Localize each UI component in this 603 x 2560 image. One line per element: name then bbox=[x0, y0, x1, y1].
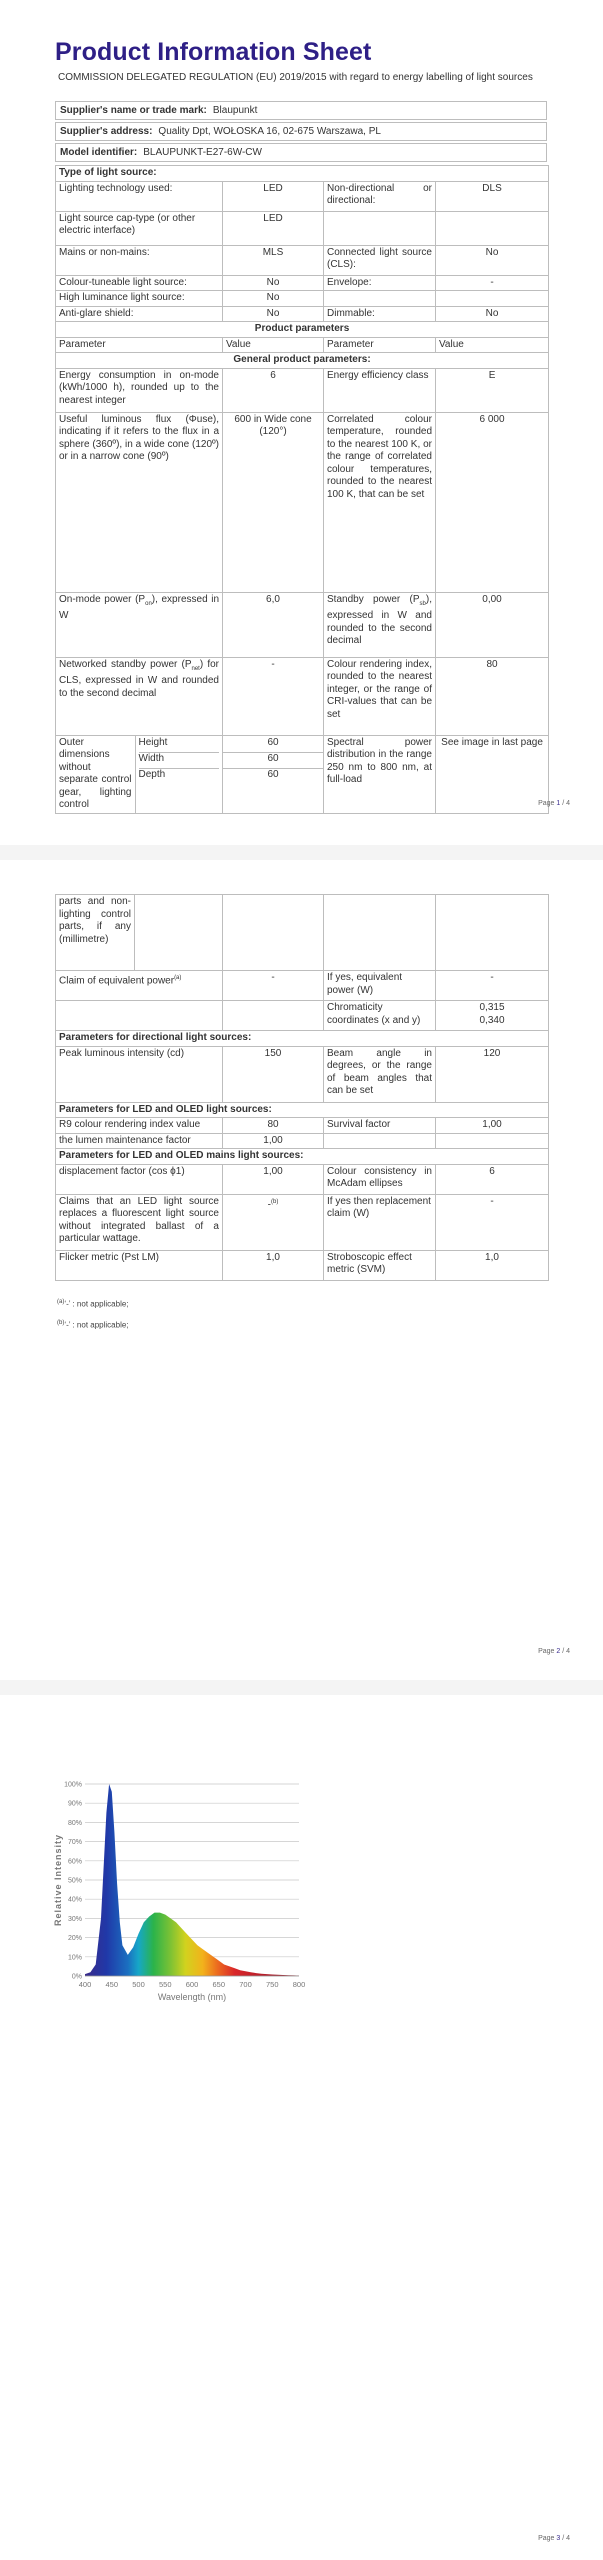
directional-label: Non-directional or directional: bbox=[324, 181, 436, 211]
y-tick-label: 20% bbox=[67, 1935, 82, 1943]
colour-tuneable-label: Colour-tuneable light source: bbox=[56, 275, 223, 291]
high-luminance-label: High luminance light source: bbox=[56, 291, 223, 307]
general-parameters-header: General product parameters: bbox=[56, 353, 549, 369]
cls-label: Connected light source (CLS): bbox=[324, 245, 436, 275]
displacement-label: displacement factor (cos ϕ1) bbox=[56, 1164, 223, 1194]
col-header-value-2: Value bbox=[436, 337, 549, 353]
y-axis-label: Relative Intensity bbox=[53, 1833, 63, 1927]
replacement-claim-label: If yes then replacement claim (W) bbox=[324, 1194, 436, 1250]
r9-value: 80 bbox=[223, 1118, 324, 1134]
cri-value: 80 bbox=[436, 657, 549, 735]
cct-value: 6 000 bbox=[436, 412, 549, 592]
equivalent-power-value: - bbox=[436, 971, 549, 1001]
fluorescent-claim-value: -$^{(b)}$ bbox=[223, 1194, 324, 1250]
beam-angle-value: 120 bbox=[436, 1046, 549, 1102]
dimmable-label: Dimmable: bbox=[324, 306, 436, 322]
standby-power-label: Standby power $(P_{sb})$, expressed in W and rounded to the second decimal bbox=[324, 592, 436, 657]
model-row bbox=[55, 143, 547, 162]
product-parameters-header: Product parameters bbox=[56, 322, 549, 338]
model-label: Model identifier: bbox=[60, 147, 138, 158]
energy-class-label: Energy efficiency class bbox=[324, 368, 436, 412]
lighting-tech-label: Lighting technology used: bbox=[56, 181, 223, 211]
model-value: BLAUPUNKT-E27-6W-CW bbox=[143, 147, 262, 158]
width-label: Width bbox=[139, 753, 220, 769]
anti-glare-label: Anti-glare shield: bbox=[56, 306, 223, 322]
height-value: 60 bbox=[223, 737, 323, 753]
footnotes bbox=[57, 1293, 129, 1334]
footnote-a: $^{(a)}$‘-’ : not applicable; bbox=[57, 1299, 129, 1309]
cri-label: Colour rendering index, rounded to the nearest integer, or the range of CRI-values that can be set bbox=[324, 657, 436, 735]
dimensions-label-cont: parts and non-lighting control parts, if any (millimetre) bbox=[56, 895, 135, 971]
survival-factor-value: 1,00 bbox=[436, 1118, 549, 1134]
luminous-flux-value: 600 in Wide cone (120°) bbox=[223, 412, 324, 592]
cap-type-label: Light source cap-type (or other electric interface) bbox=[56, 211, 223, 245]
depth-label: Depth bbox=[138, 768, 166, 780]
x-tick-label: 650 bbox=[212, 1980, 226, 1989]
parameters-table-p1 bbox=[55, 165, 549, 814]
cap-type-value: LED bbox=[223, 211, 324, 245]
networked-standby-value: - bbox=[223, 657, 324, 735]
x-tick-label: 400 bbox=[78, 1980, 92, 1989]
x-axis-label: Wavelength (nm) bbox=[157, 1992, 227, 2002]
y-tick-label: 70% bbox=[67, 1839, 82, 1847]
anti-glare-value: No bbox=[223, 306, 324, 322]
dimensions-subtable bbox=[56, 736, 222, 813]
envelope-value: - bbox=[436, 275, 549, 291]
footnote-b: $^{(b)}$‘-’ : not applicable; bbox=[57, 1319, 129, 1330]
equivalent-claim-value: - bbox=[223, 971, 324, 1001]
x-tick-label: 600 bbox=[185, 1980, 199, 1989]
directional-header: Parameters for directional light sources: bbox=[56, 1031, 549, 1047]
flicker-value: 1,0 bbox=[223, 1250, 324, 1280]
y-tick-label: 0% bbox=[71, 1973, 82, 1981]
energy-class-value: E bbox=[436, 368, 549, 412]
lumen-maintenance-label: the lumen maintenance factor bbox=[56, 1133, 223, 1149]
supplier-label: Supplier's name or trade mark: bbox=[60, 105, 207, 116]
parameters-table-p2 bbox=[55, 894, 549, 1281]
page-1 bbox=[0, 0, 603, 845]
energy-consumption-value: 6 bbox=[223, 368, 324, 412]
chromaticity-value: 0,315 0,340 bbox=[436, 1001, 549, 1031]
networked-standby-label: Networked standby power $(P_{net})$ for CLS, expressed in W and rounded to the second decimal bbox=[56, 657, 223, 735]
high-luminance-value: No bbox=[223, 291, 324, 307]
page-number: Page 1 / 4 bbox=[538, 800, 570, 807]
regulation-text: COMMISSION DELEGATED REGULATION (EU) 2019/2015 with regard to energy labelling of light sources bbox=[58, 72, 533, 83]
equivalent-power-label: If yes, equivalent power (W) bbox=[324, 971, 436, 1001]
supplier-row bbox=[55, 101, 547, 120]
width-value: 60 bbox=[223, 753, 323, 769]
replacement-claim-value: - bbox=[436, 1194, 549, 1250]
address-label: Supplier's address: bbox=[60, 126, 153, 137]
address-row bbox=[55, 122, 547, 141]
colour-consistency-value: 6 bbox=[436, 1164, 549, 1194]
peak-intensity-value: 150 bbox=[223, 1046, 324, 1102]
spectral-chart bbox=[52, 1772, 312, 2022]
spectral-label: Spectral power distribution in the range 250 nm to 800 nm, at full-load bbox=[324, 735, 436, 813]
peak-intensity-label: Peak luminous intensity (cd) bbox=[56, 1046, 223, 1102]
chromaticity-label: Chromaticity coordinates (x and y) bbox=[324, 1001, 436, 1031]
on-mode-power-value: 6,0 bbox=[223, 592, 324, 657]
displacement-value: 1,00 bbox=[223, 1164, 324, 1194]
col-header-parameter: Parameter bbox=[56, 337, 223, 353]
x-tick-label: 700 bbox=[239, 1980, 252, 1989]
cls-value: No bbox=[436, 245, 549, 275]
y-tick-label: 100% bbox=[64, 1781, 82, 1789]
standby-power-value: 0,00 bbox=[436, 592, 549, 657]
page-title: Product Information Sheet bbox=[55, 38, 372, 66]
dimensions-label: Outer dimensions without separate control gear, lighting control bbox=[56, 736, 135, 813]
luminous-flux-label: Useful luminous flux (Φuse), indicating if it refers to the flux in a sphere (360º), in a wide cone (120º) or in a narrow cone (90º) bbox=[56, 412, 223, 592]
svm-value: 1,0 bbox=[436, 1250, 549, 1280]
spectral-value: See image in last page bbox=[436, 735, 549, 813]
depth-value: 60 bbox=[267, 768, 279, 780]
equivalent-claim-label: Claim of equivalent power$^{(a)}$ bbox=[56, 971, 223, 1001]
y-tick-label: 40% bbox=[67, 1896, 82, 1904]
x-tick-label: 750 bbox=[265, 1980, 279, 1989]
type-header: Type of light source: bbox=[56, 166, 549, 182]
mains-label: Mains or non-mains: bbox=[56, 245, 223, 275]
survival-factor-label: Survival factor bbox=[324, 1118, 436, 1134]
y-tick-label: 30% bbox=[67, 1915, 82, 1923]
lighting-tech-value: LED bbox=[223, 181, 324, 211]
page-2 bbox=[0, 860, 603, 1680]
dimmable-value: No bbox=[436, 306, 549, 322]
flicker-label: Flicker metric (Pst LM) bbox=[56, 1250, 223, 1280]
svm-label: Stroboscopic effect metric (SVM) bbox=[324, 1250, 436, 1280]
directional-value: DLS bbox=[436, 181, 549, 211]
energy-consumption-label: Energy consumption in on-mode (kWh/1000 h), rounded up to the nearest integer bbox=[56, 368, 223, 412]
col-header-parameter-2: Parameter bbox=[324, 337, 436, 353]
on-mode-power-label: On-mode power $(P_{on})$, expressed in W bbox=[56, 592, 223, 657]
r9-label: R9 colour rendering index value bbox=[56, 1118, 223, 1134]
page-number: Page 2 / 4 bbox=[538, 1648, 570, 1655]
fluorescent-claim-label: Claims that an LED light source replaces a fluorescent light source without integrated ballast of a particular wattage. bbox=[56, 1194, 223, 1250]
x-tick-label: 800 bbox=[292, 1980, 306, 1989]
x-tick-label: 450 bbox=[105, 1980, 119, 1989]
col-header-value: Value bbox=[223, 337, 324, 353]
y-tick-label: 80% bbox=[67, 1819, 82, 1827]
y-tick-label: 50% bbox=[67, 1877, 82, 1885]
y-tick-label: 10% bbox=[67, 1954, 82, 1962]
lumen-maintenance-value: 1,00 bbox=[223, 1133, 324, 1149]
address-value: Quality Dpt, WOŁOSKA 16, 02-675 Warszawa, PL bbox=[158, 126, 381, 137]
y-tick-label: 60% bbox=[67, 1858, 82, 1866]
envelope-label: Envelope: bbox=[324, 275, 436, 291]
beam-angle-label: Beam angle in degrees, or the range of beam angles that can be set bbox=[324, 1046, 436, 1102]
page-number: Page 3 / 4 bbox=[538, 2535, 570, 2542]
height-label: Height bbox=[139, 737, 220, 753]
led-mains-header: Parameters for LED and OLED mains light sources: bbox=[56, 1149, 549, 1165]
y-tick-label: 90% bbox=[67, 1800, 82, 1808]
cct-label: Correlated colour temperature, rounded to the nearest 100 K, or the range of correlated colour temperatures, rounded to the nearest 100 K, that can be set bbox=[324, 412, 436, 592]
mains-value: MLS bbox=[223, 245, 324, 275]
supplier-value: Blaupunkt bbox=[212, 105, 258, 116]
colour-tuneable-value: No bbox=[223, 275, 324, 291]
x-tick-label: 550 bbox=[158, 1980, 172, 1989]
colour-consistency-label: Colour consistency in McAdam ellipses bbox=[324, 1164, 436, 1194]
x-tick-label: 500 bbox=[132, 1980, 145, 1989]
led-header: Parameters for LED and OLED light sources: bbox=[56, 1102, 549, 1118]
